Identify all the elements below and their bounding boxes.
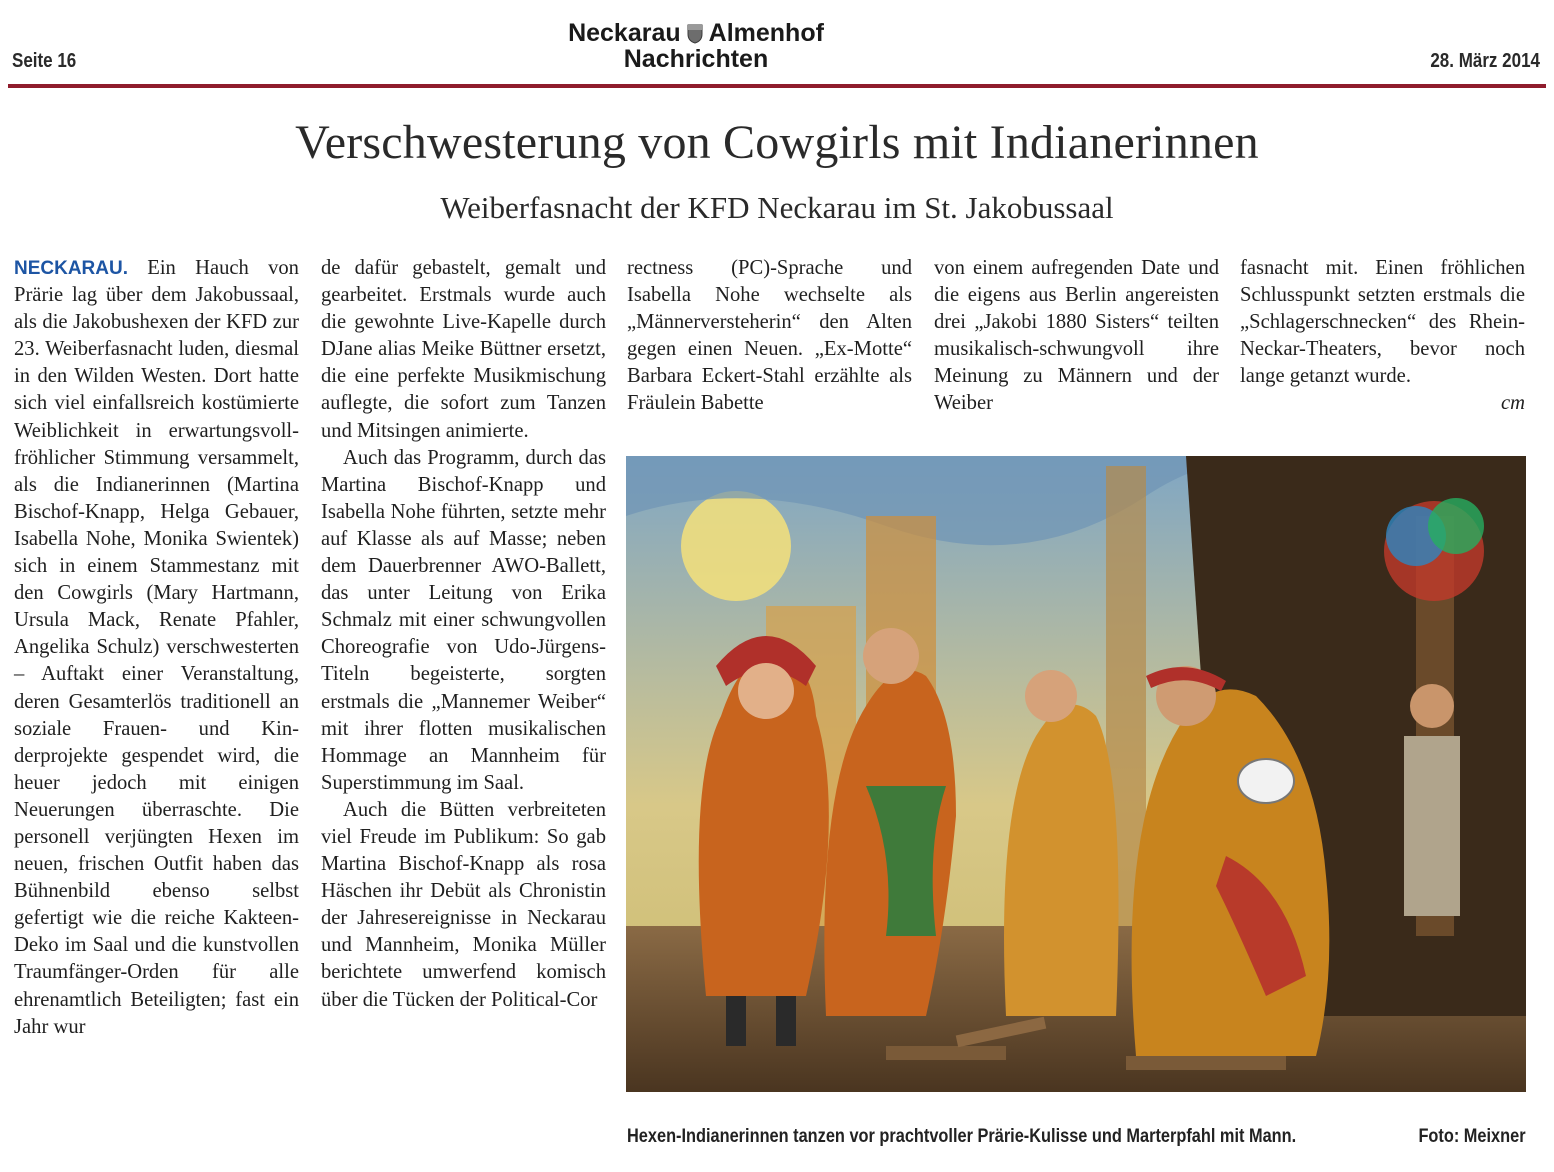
- article-column-5: [1240, 255, 1525, 418]
- logo-text-left: Neckarau: [568, 19, 681, 47]
- page-number: Seite 16: [12, 50, 77, 72]
- logo-text-bottom: Nachrichten: [623, 45, 769, 73]
- article-column-1: [14, 255, 299, 1041]
- photo-credit: Foto: Meixner: [1418, 1126, 1526, 1147]
- paragraph: Auch die Bütten verbreiteten viel Freude im Publikum: So gab Martina Bischof-Knapp als rosa Häschen ihr Debüt als Chronistin der Jahresereignisse in Neckarau und Mannheim, Monika Müller berichtete umwerfend komisch über die Tücken der Political-Cor: [321, 798, 606, 1011]
- logo-text-right: Almenhof: [708, 19, 824, 47]
- article-column-2: [321, 255, 606, 1014]
- article-photo: [626, 456, 1526, 1092]
- newspaper-logo: [546, 20, 846, 74]
- header-rule: [8, 84, 1546, 88]
- paragraph: von einem aufregenden Date und die eigens aus Berlin angereisten drei „Jakobi 1880 Sisters“ teilten musikalisch-schwungvoll ihre Meinung zu Männern und der Weiber: [934, 257, 1219, 415]
- paragraph: Auch das Programm, durch das Martina Bischof-Knapp und Isabella Nohe führten, setzte mehr auf Klasse als auf Masse; neben dem Dauerbrenner AWO-Ballett, das unter Leitung von Erika Schmalz mit einer schwungvollen Choreografie von Udo-Jürgens-Titeln begeisterte, sorgten erstmals die „Mannemer Weiber“ mit ihrer flotten musikalischen Hommage an Mannheim für Superstimmung im Saal.: [321, 446, 606, 794]
- publication-date: 28. März 2014: [1430, 50, 1540, 72]
- paragraph: fasnacht mit. Einen fröhlichen Schlusspunkt setzten erstmals die „Schlagerschnecken“ des Rhein-Neckar-Theaters, bevor noch lange getanzt wurde.: [1240, 257, 1525, 388]
- article-column-4: [934, 255, 1219, 418]
- paragraph: de dafür gebastelt, gemalt und gearbeitet. Erstmals wurde auch die gewohnte Live-Kapelle durch DJane alias Meike Büttner ersetzt, die eine perfekte Musikmischung auflegte, die sofort zum Tanzen und Mitsingen animierte.: [321, 257, 606, 442]
- dateline: NECKARAU.: [14, 258, 128, 279]
- article-headline: Verschwesterung von Cowgirls mit Indianerinnen: [295, 116, 1259, 169]
- paragraph: [14, 255, 299, 1041]
- article-subheadline: Weiberfasnacht der KFD Neckarau im St. Jakobussaal: [440, 190, 1114, 225]
- photo-caption: Hexen-Indianerinnen tanzen vor prachtvoller Prärie-Kulisse und Marterpfahl mit Mann.: [627, 1126, 1297, 1147]
- author-initials: cm: [1500, 392, 1525, 415]
- paragraph: rectness (PC)-Sprache und Isabella Nohe wechselte als „Männerversteherin“ den Alten gegen einen Neuen. „Ex-Motte“ Barbara Eckert-Stahl erzählte als Fräulein Babette: [627, 257, 912, 415]
- article-column-3: [627, 255, 912, 418]
- masthead: [0, 0, 1554, 90]
- stage-scene-illustration: [626, 456, 1526, 1092]
- paragraph-text: Ein Hauch von Prärie lag über dem Jakobussaal, als die Jakobushexen der KFD zur 23. Weiberfasnacht luden, diesmal in den Wilden Westen. Dort hatte sich viel einfallsreich kostümierte Weiblichkeit in erwartungsvoll-fröhlicher Stimmung versammelt, als die Indianerinnen (Martina Bischof-Knapp, Helga Gebauer, Isabella Nohe, Monika Swientek) sich in einem Stammestanz mit den Cowgirls (Mary Hartmann, Ursula Mack, Renate Pfahler, Angelika Schulz) verschwesterten – Auftakt einer Veranstaltung, deren Gesamterlös traditionell an soziale Frauen- und Kinderprojekte gespendet wird, die heuer jedoch mit einigen Neuerungen überraschte. Die personell verjüngten Hexen im neuen, frischen Outfit haben das Bühnenbild ebenso selbst gefertigt wie die reiche Kakteen-Deko im Saal und die kunstvollen Traumfänger-Orden für alle ehrenamtlich Beteiligten; fast ein Jahr wur: [14, 257, 299, 1038]
- coat-of-arms-icon: [687, 24, 703, 44]
